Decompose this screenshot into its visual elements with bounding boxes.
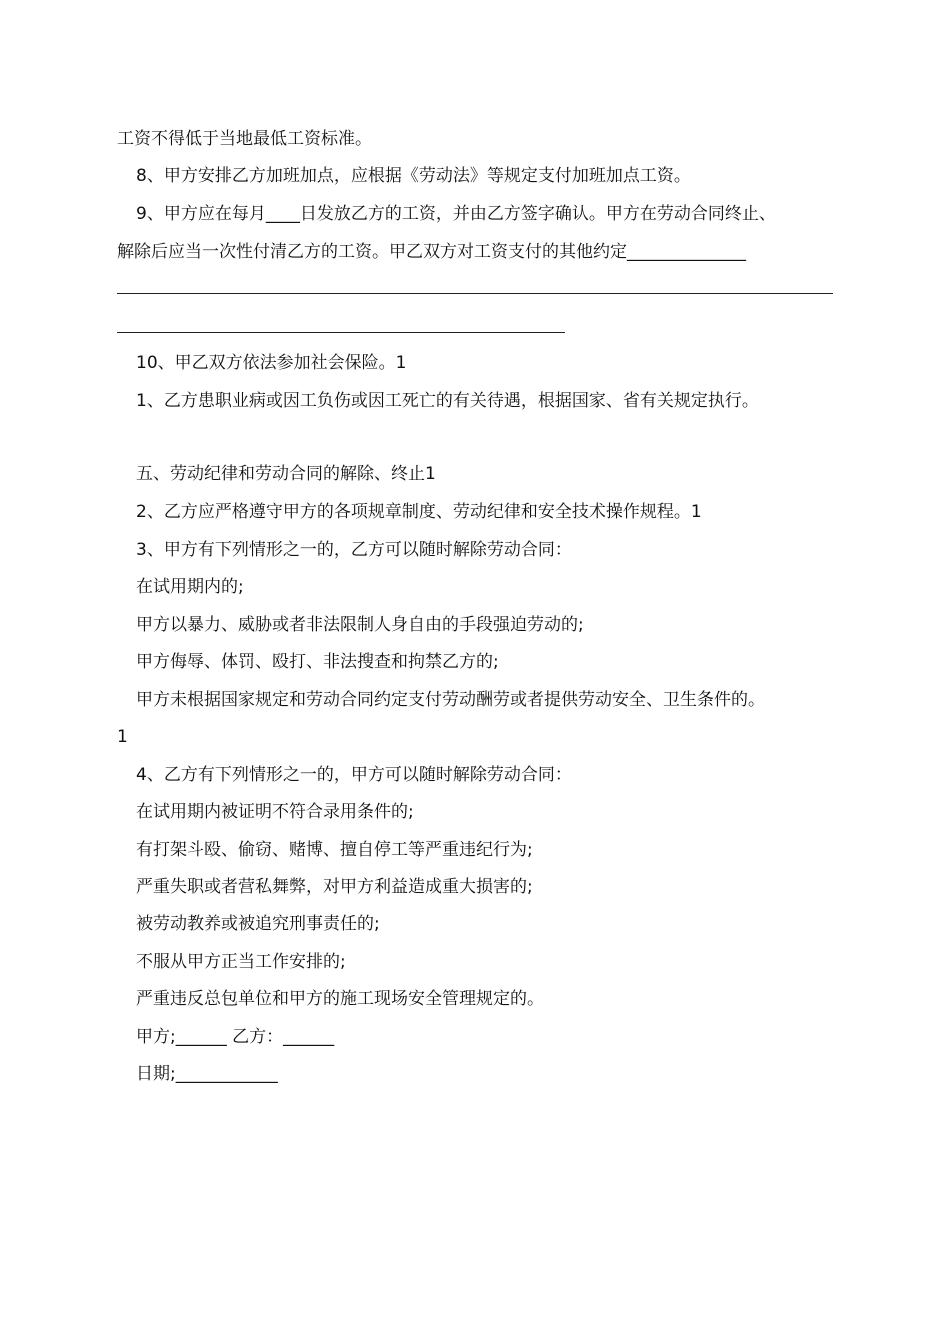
text-line: 解除后应当一次性付清乙方的工资。甲乙双方对工资支付的其他约定______________: [117, 242, 746, 262]
date-line: 日期;____________: [136, 1064, 278, 1084]
section-heading: 五、劳动纪律和劳动合同的解除、终止1: [136, 464, 436, 484]
list-item: 严重违反总包单位和甲方的施工现场安全管理规定的。: [136, 989, 544, 1009]
clause-10: 10、甲乙双方依法参加社会保险。1: [136, 353, 407, 373]
blank-line: [117, 332, 565, 333]
clause-2: 2、乙方应严格遵守甲方的各项规章制度、劳动纪律和安全技术操作规程。1: [136, 502, 702, 522]
text-line: 工资不得低于当地最低工资标准。: [117, 129, 372, 149]
list-item: 甲方未根据国家规定和劳动合同约定支付劳动酬劳或者提供劳动安全、卫生条件的。: [136, 690, 765, 710]
list-item: 甲方侮辱、体罚、殴打、非法搜查和拘禁乙方的;: [136, 652, 499, 672]
clause-9: 9、甲方应在每月____日发放乙方的工资，并由乙方签字确认。甲方在劳动合同终止、: [136, 204, 776, 224]
list-item: 甲方以暴力、威胁或者非法限制人身自由的手段强迫劳动的;: [136, 615, 584, 635]
list-item: 在试用期内被证明不符合录用条件的;: [136, 802, 414, 822]
clause-3: 3、甲方有下列情形之一的，乙方可以随时解除劳动合同：: [136, 540, 572, 560]
clause-1: 1、乙方患职业病或因工负伤或因工死亡的有关待遇，根据国家、省有关规定执行。: [136, 391, 759, 411]
signature-line: 甲方;______ 乙方：______: [136, 1027, 335, 1047]
list-item: 在试用期内的;: [136, 577, 244, 597]
list-item: 严重失职或者营私舞弊，对甲方利益造成重大损害的;: [136, 877, 533, 897]
blank-line: [117, 293, 833, 294]
list-item: 被劳动教养或被追究刑事责任的;: [136, 914, 380, 934]
clause-8: 8、甲方安排乙方加班加点，应根据《劳动法》等规定支付加班加点工资。: [136, 166, 691, 186]
list-item: 有打架斗殴、偷窃、赌博、擅自停工等严重违纪行为;: [136, 840, 533, 860]
clause-4: 4、乙方有下列情形之一的，甲方可以随时解除劳动合同：: [136, 765, 572, 785]
text-line: 1: [117, 727, 128, 747]
list-item: 不服从甲方正当工作安排的;: [136, 952, 346, 972]
